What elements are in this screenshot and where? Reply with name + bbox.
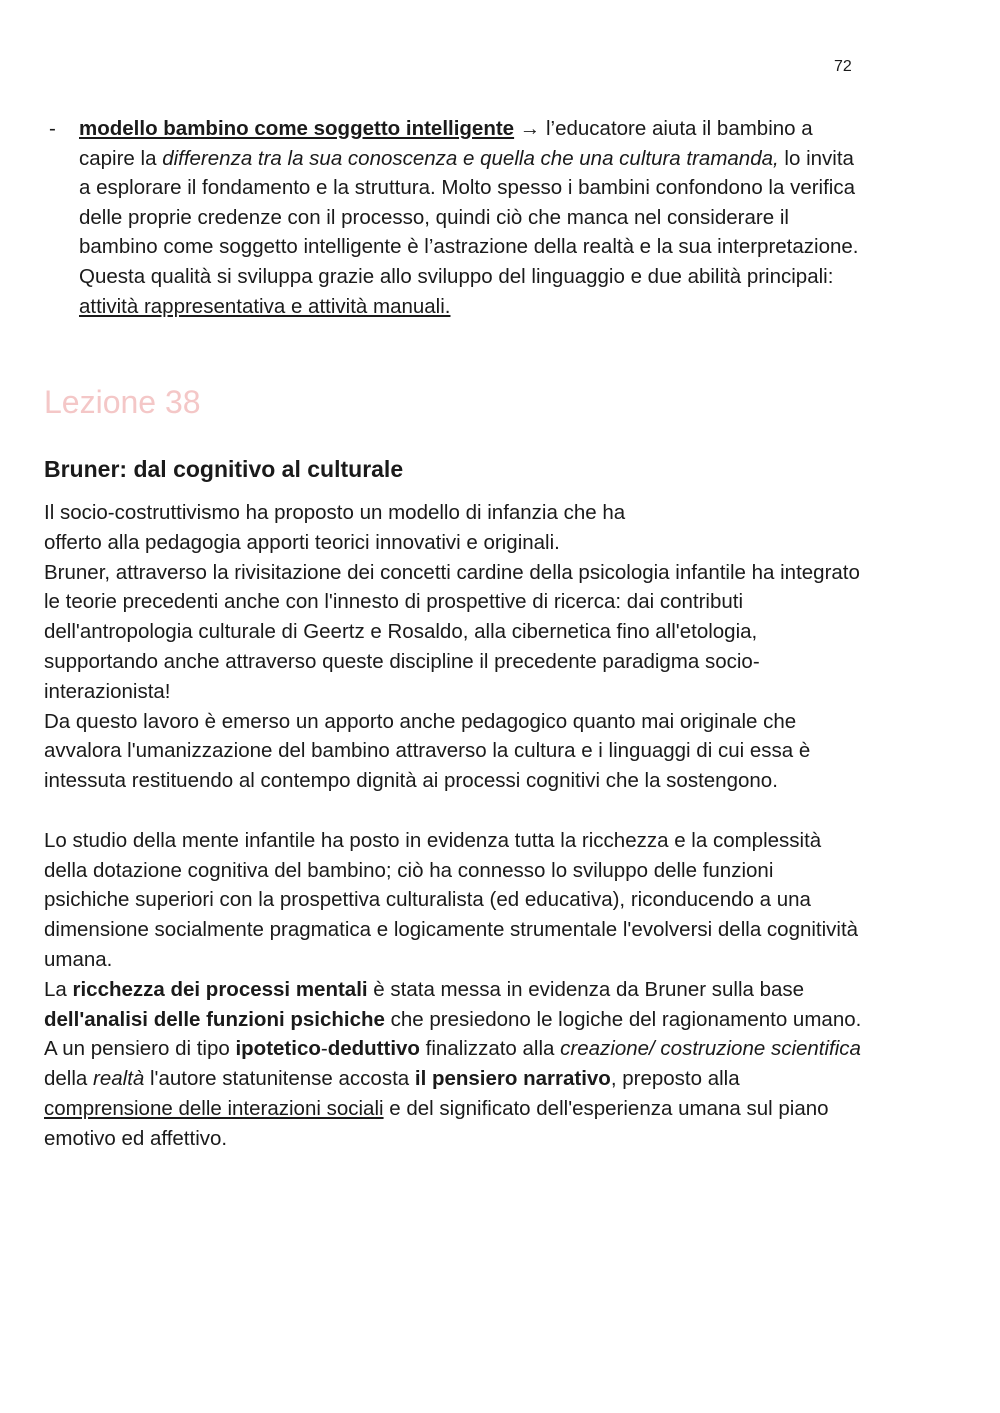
p6-bold-2: deduttivo: [327, 1037, 420, 1061]
p6-underline-1: comprensione delle interazioni sociali: [44, 1096, 384, 1120]
paragraph-1-line-1: Il socio-costruttivismo ha proposto un modello di infanzia che ha: [44, 501, 626, 524]
bullet-text-2: lo invita a esplorare il fondamento e la struttura. Molto spesso i bambini confondono la verifica delle proprie credenze con il processo, quindi ciò che manca nel considerare il bambino come soggetto intelligente è l’astrazione della realtà e la sua interpretazione. Questa qualità si sviluppa grazie allo sviluppo del linguaggio e due abilità principali:: [79, 146, 859, 288]
p6-text-3: finalizzato alla: [419, 1037, 561, 1061]
bullet-text: [79, 114, 864, 321]
p5-text-2: è stata messa in evidenza da Bruner sulla base: [367, 977, 805, 1001]
p6-bold-1: ipotetico: [235, 1037, 321, 1061]
p6-text-7: e del significato dell'esperienza umana sul piano emotivo ed affettivo.: [44, 1096, 829, 1150]
paragraph-gap: [44, 796, 864, 826]
p6-text-4: della: [44, 1067, 94, 1091]
p5-text-1: La: [44, 977, 73, 1001]
bullet-dash: -: [49, 117, 56, 140]
p6-text-1: A un pensiero di tipo: [44, 1037, 236, 1061]
paragraph-6: [44, 1034, 864, 1153]
paragraph-3: Da questo lavoro è emerso un apporto anche pedagogico quanto mai originale che avvalora l'umanizzazione del bambino attraverso la cultura e i linguaggi di cui essa è intessuta restituendo al contempo dignità ai processi cognitivi che la sostengono.: [44, 709, 811, 793]
p6-italic-1: creazione/ costruzione scientifica: [560, 1037, 861, 1061]
bullet-term: modello bambino come soggetto intelligente: [79, 117, 515, 140]
bullet-italic: differenza tra la sua conoscenza e quella che una cultura tramanda,: [162, 146, 779, 170]
paragraph-2: Bruner, attraverso la rivisitazione dei concetti cardine della psicologia infantile ha integrato le teorie precedenti anche con l'innesto di prospettive di ricerca: dai contributi dell'antropologia culturale di Geertz e Rosaldo, alla cibernetica fino all'etologia, supportando anche attraverso queste discipline il precedente paradigma socio-interazionista!: [44, 560, 860, 703]
p5-bold-1: ricchezza dei processi mentali: [72, 977, 368, 1001]
bullet-item: [44, 114, 864, 321]
p5-text-3: che presiedono le logiche del ragionamento umano.: [384, 1007, 862, 1031]
body-text: [44, 498, 864, 1154]
p6-text-5: l'autore statunitense accosta: [144, 1067, 415, 1091]
p6-italic-2: realtà: [93, 1067, 145, 1091]
section-heading: Bruner: dal cognitivo al culturale: [44, 456, 404, 482]
p6-text-2: -: [320, 1037, 328, 1061]
p5-bold-2: dell'analisi delle funzioni psichiche: [44, 1007, 385, 1031]
bullet-text-1: → l’educatore aiuta il bambino a capire la: [79, 117, 813, 170]
paragraph-4: Lo studio della mente infantile ha posto in evidenza tutta la ricchezza e la complessità della dotazione cognitiva del bambino; ciò ha connesso lo sviluppo delle funzioni psichiche superiori con la prospettiva culturalista (ed educativa), riconducendo a una dimensione socialmente pragmatica e logicamente strumentale l'evolversi della cognitività umana.: [44, 828, 859, 971]
bullet-underlined-end: attività rappresentativa e attività manuali.: [79, 294, 451, 318]
paragraph-1-line-2: offerto alla pedagogia apporti teorici innovativi e originali.: [44, 530, 560, 554]
paragraph-5: [44, 975, 864, 1035]
lesson-heading: Lezione 38: [44, 384, 201, 420]
page-number: 72: [834, 58, 852, 75]
p6-text-6: , preposto alla: [610, 1067, 740, 1091]
p6-bold-3: il pensiero narrativo: [414, 1067, 611, 1091]
